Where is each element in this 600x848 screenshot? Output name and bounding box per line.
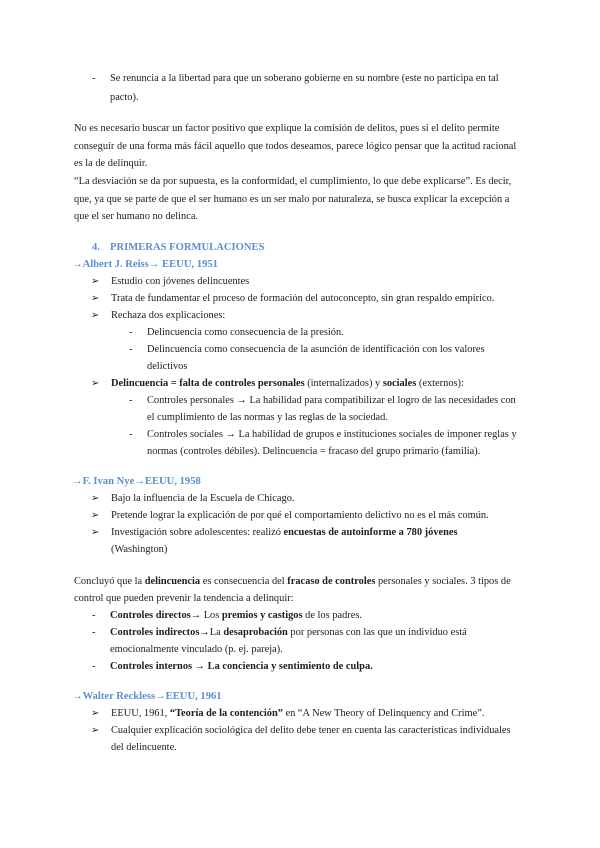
reiss-bullet4 [111, 376, 464, 392]
bold-text: Controles directos [110, 610, 191, 621]
dash-marker: - [92, 627, 96, 638]
paragraph2-line3: que el ser humano no delinca. [74, 211, 199, 222]
text: →La [199, 627, 224, 638]
reiss-sub3-line1: Controles personales → La habilidad para compatibilizar el logro de las necesidades con [147, 395, 516, 406]
bullet-arrow-icon: ➢ [91, 510, 100, 521]
intro-bullet-line2: pacto). [110, 92, 139, 103]
control-direct [110, 608, 362, 624]
paragraph3-line2: control que pueden prevenir la tendencia a delinquir: [74, 593, 294, 604]
bold-text: delincuencia [144, 576, 201, 587]
reiss-bullet2: Trata de fundamentar el proceso de formación del autoconcepto, sin gran respaldo empírico. [111, 293, 495, 304]
reiss-sub2-line2: delictivos [147, 361, 188, 372]
paragraph1-line2: conseguir de una forma más fácil aquello que todos deseamos, parece lógico pensar que la actitud racional [74, 141, 517, 152]
text: Investigación sobre adolescentes: realizó [111, 527, 284, 538]
reiss-sub4-line1: Controles sociales → La habilidad de grupos e instituciones sociales de imponer reglas y [147, 429, 517, 440]
paragraph1-line1: No es necesario buscar un factor positivo que explique la comisión de delitos, pues si el delito permite [74, 123, 500, 134]
text: por personas con las que un individuo está [287, 627, 467, 638]
reiss-sub1: Delincuencia como consecuencia de la presión. [147, 327, 344, 338]
reiss-sub2-line1: Delincuencia como consecuencia de la asunción de identificación con los valores [147, 344, 485, 355]
paragraph3-line1 [74, 574, 511, 590]
dash-marker: - [129, 395, 133, 406]
text: (externos): [416, 378, 464, 389]
bullet-arrow-icon: ➢ [91, 493, 100, 504]
bold-text: “Teoría de la contención” [169, 708, 283, 719]
text: EEUU, 1961, [111, 708, 170, 719]
bold-text: premios y castigos [221, 610, 303, 621]
dash-marker: - [129, 327, 133, 338]
nye-bullet3-line2: (Washington) [111, 544, 168, 555]
bold-text: sociales [382, 378, 417, 389]
text: → Los [190, 610, 222, 621]
text: de los padres. [302, 610, 362, 621]
reiss-bullet1: Estudio con jóvenes delincuentes [111, 276, 250, 287]
paragraph2-line1: “La desviación se da por supuesta, es la conformidad, el cumplimiento, lo que debe explicarse”. Es decir, [74, 176, 512, 187]
nye-bullet2: Pretende lograr la explicación de por qué el comportamiento delictivo no es el más común. [111, 510, 489, 521]
paragraph2-line2: que, ya que se parte de que el ser humano es un ser malo por naturaleza, se busca explicar la excepción a [74, 194, 510, 205]
bold-text: desaprobación [223, 627, 288, 638]
bullet-arrow-icon: ➢ [91, 310, 100, 321]
bold-text: Controles indirectos [110, 627, 200, 638]
paragraph1-line3: es la de delinquir. [74, 158, 148, 169]
nye-bullet1: Bajo la influencia de la Escuela de Chicago. [111, 493, 295, 504]
dash-marker: - [129, 344, 133, 355]
bullet-arrow-icon: ➢ [91, 527, 100, 538]
text: es consecuencia del [200, 576, 288, 587]
bold-text: encuestas de autoinforme a 780 jóvenes [283, 527, 458, 538]
bullet-arrow-icon: ➢ [91, 293, 100, 304]
text: (internalizados) y [304, 378, 383, 389]
nye-heading: →F. Ivan Nye→EEUU, 1958 [72, 476, 201, 487]
section-title: PRIMERAS FORMULACIONES [110, 242, 265, 253]
bold-text: Delincuencia = falta de controles personales [111, 378, 305, 389]
bullet-arrow-icon: ➢ [91, 725, 100, 736]
text: en “A New Theory of Delinquency and Crime”. [282, 708, 485, 719]
reckless-heading: →Walter Reckless→EEUU, 1961 [72, 691, 222, 702]
reiss-sub4-line2: normas (controles débiles). Delincuencia = fracaso del grupo primario (familia). [147, 446, 481, 457]
dash-marker: - [129, 429, 133, 440]
reiss-heading: →Albert J. Reiss→ EEUU, 1951 [72, 259, 218, 270]
reiss-sub3-line2: el cumplimiento de las normas y las reglas de la sociedad. [147, 412, 388, 423]
dash-marker: - [92, 73, 96, 84]
nye-bullet3-line1 [111, 525, 458, 541]
bold-text: fracaso de controles [287, 576, 376, 587]
control-internal: Controles internos → La conciencia y sentimiento de culpa. [110, 661, 373, 672]
reckless-bullet2-line2: del delincuente. [111, 742, 177, 753]
bullet-arrow-icon: ➢ [91, 276, 100, 287]
bullet-arrow-icon: ➢ [91, 378, 100, 389]
section-number: 4. [92, 242, 100, 253]
reckless-bullet1 [111, 706, 484, 722]
dash-marker: - [92, 661, 96, 672]
reiss-bullet3: Rechaza dos explicaciones: [111, 310, 226, 321]
control-indirect-line1 [110, 625, 467, 641]
text: Concluyó que la [74, 576, 145, 587]
reckless-bullet2-line1: Cualquier explicación sociológica del delito debe tener en cuenta las características individuales [111, 725, 511, 736]
text: personales y sociales. 3 tipos de [375, 576, 511, 587]
bullet-arrow-icon: ➢ [91, 708, 100, 719]
control-indirect-line2: emocionalmente vinculado (p. ej. pareja). [110, 644, 283, 655]
dash-marker: - [92, 610, 96, 621]
intro-bullet-line1: Se renuncia a la libertad para que un soberano gobierne en su nombre (este no participa en tal [110, 73, 499, 84]
